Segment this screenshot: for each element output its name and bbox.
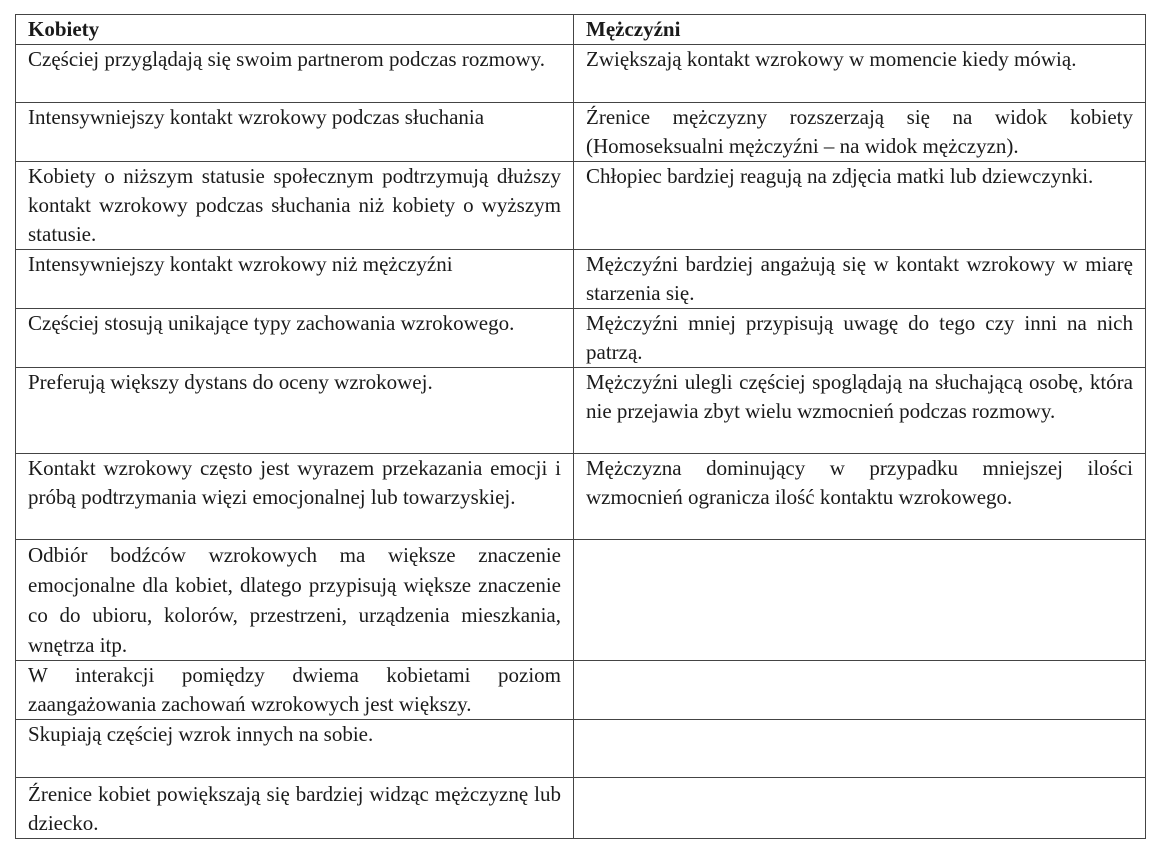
men-cell: Źrenice mężczyzny rozszerzają się na widok kobiety (Homoseksualni mężczyźni – na widok mężczyzn). bbox=[574, 103, 1146, 162]
men-cell: Chłopiec bardziej reagują na zdjęcia matki lub dziewczynki. bbox=[574, 162, 1146, 250]
women-cell: Intensywniejszy kontakt wzrokowy niż mężczyźni bbox=[16, 250, 574, 309]
header-men: Mężczyźni bbox=[574, 15, 1146, 45]
table-row bbox=[16, 778, 1146, 839]
table-row bbox=[16, 250, 1146, 309]
header-row bbox=[16, 15, 1146, 45]
table-row bbox=[16, 309, 1146, 368]
women-cell: Częściej przyglądają się swoim partnerom podczas rozmowy. bbox=[16, 45, 574, 103]
men-cell: Mężczyzna dominujący w przypadku mniejszej ilości wzmocnień ogranicza ilość kontaktu wzrokowego. bbox=[574, 454, 1146, 540]
table-row bbox=[16, 368, 1146, 454]
women-cell: W interakcji pomiędzy dwiema kobietami poziom zaangażowania zachowań wzrokowych jest większy. bbox=[16, 661, 574, 720]
table-row bbox=[16, 45, 1146, 103]
men-cell: Mężczyźni bardziej angażują się w kontakt wzrokowy w miarę starzenia się. bbox=[574, 250, 1146, 309]
comparison-table bbox=[15, 14, 1146, 839]
men-cell bbox=[574, 540, 1146, 661]
women-cell: Skupiają częściej wzrok innych na sobie. bbox=[16, 720, 574, 778]
women-cell: Kobiety o niższym statusie społecznym podtrzymują dłuższy kontakt wzrokowy podczas słuchania niż kobiety o wyższym statusie. bbox=[16, 162, 574, 250]
men-cell bbox=[574, 778, 1146, 839]
men-cell bbox=[574, 720, 1146, 778]
table-row bbox=[16, 720, 1146, 778]
women-cell: Kontakt wzrokowy często jest wyrazem przekazania emocji i próbą podtrzymania więzi emocjonalnej lub towarzyskiej. bbox=[16, 454, 574, 540]
men-cell: Mężczyźni ulegli częściej spoglądają na słuchającą osobę, która nie przejawia zbyt wielu wzmocnień podczas rozmowy. bbox=[574, 368, 1146, 454]
women-cell: Preferują większy dystans do oceny wzrokowej. bbox=[16, 368, 574, 454]
table-row bbox=[16, 454, 1146, 540]
table-row bbox=[16, 103, 1146, 162]
women-cell: Odbiór bodźców wzrokowych ma większe znaczenie emocjonalne dla kobiet, dlatego przypisują większe znaczenie co do ubioru, kolorów, przestrzeni, urządzenia mieszkania, wnętrza itp. bbox=[16, 540, 574, 661]
table-row bbox=[16, 661, 1146, 720]
table-row bbox=[16, 162, 1146, 250]
men-cell: Zwiększają kontakt wzrokowy w momencie kiedy mówią. bbox=[574, 45, 1146, 103]
women-cell: Częściej stosują unikające typy zachowania wzrokowego. bbox=[16, 309, 574, 368]
men-cell: Mężczyźni mniej przypisują uwagę do tego czy inni na nich patrzą. bbox=[574, 309, 1146, 368]
men-cell bbox=[574, 661, 1146, 720]
women-cell: Źrenice kobiet powiększają się bardziej widząc mężczyznę lub dziecko. bbox=[16, 778, 574, 839]
women-cell: Intensywniejszy kontakt wzrokowy podczas słuchania bbox=[16, 103, 574, 162]
header-women: Kobiety bbox=[16, 15, 574, 45]
table-row bbox=[16, 540, 1146, 661]
